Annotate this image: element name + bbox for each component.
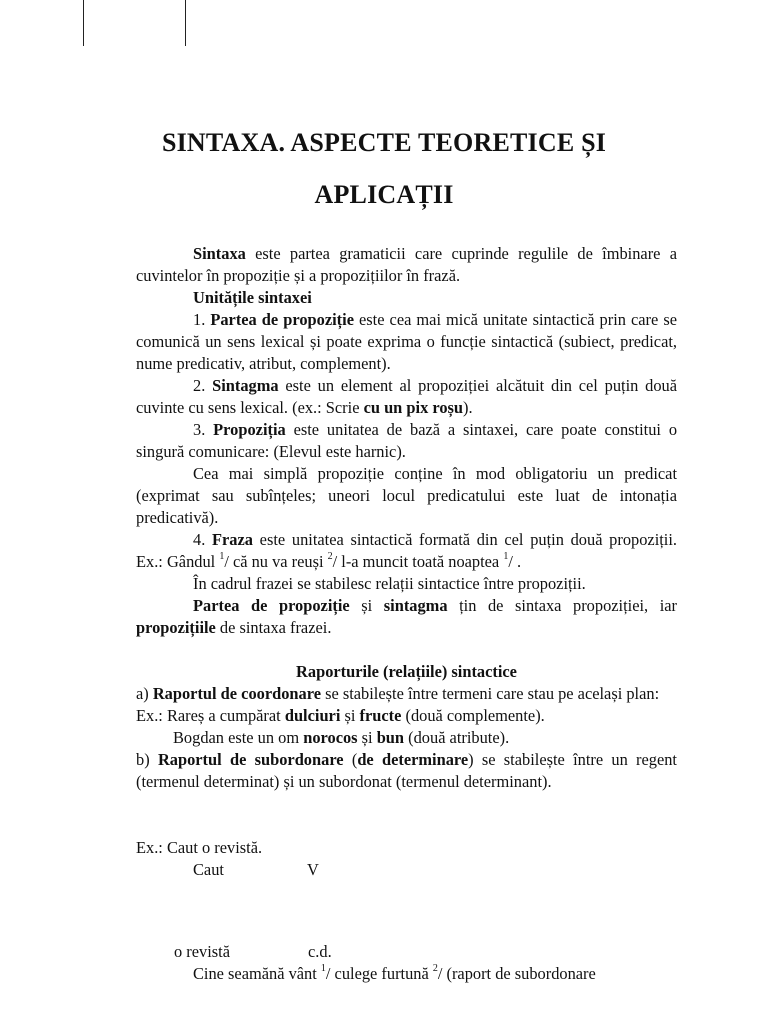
text: și [357, 728, 377, 747]
definition-text: este unitatea de bază a sintaxei, care poate constitui o singură comunicare: (Elevul este harnic). [136, 420, 678, 461]
heading-raporturi-text: Raporturile (relațiile) sintactice [296, 662, 517, 681]
text: ) se stabilește între un regent (termenul determinat) și un subordonat (termenul determinant). [136, 750, 677, 791]
diagram-word-regent: Caut [193, 860, 224, 879]
term-partea-de-propozitie: Partea de propoziție [210, 310, 354, 329]
definition-text: este cea mai mică unitate sintactică prin care se comunică un sens lexical și poate exprima o funcție sintactică (subiect, predicat, nume predicativ, atribut, complement). [136, 310, 677, 373]
example-coordonare-2 [136, 727, 677, 749]
definition-text: este un element al propoziției alcătuit din cel puțin două cuvinte cu sens lexical. (ex.: Scrie [136, 376, 677, 417]
margin-line-left [83, 0, 84, 46]
text: Ex.: Rareș a cumpărat [136, 706, 285, 725]
diagram-row-2 [136, 941, 677, 963]
spacer [136, 793, 677, 837]
term-fraza: Fraza [212, 530, 253, 549]
clause-index: 1 [320, 963, 326, 974]
paragraph-sintaxa-definition [136, 243, 677, 287]
text: Cine seamănă vânt [193, 964, 321, 983]
clause-index: 1 [219, 551, 225, 562]
term-bold: dulciuri [284, 706, 341, 725]
definition-text: este unitatea sintactică formată din cel puțin două propoziții. Ex.: Gândul [136, 530, 678, 571]
document-body [136, 243, 677, 985]
diagram-label-cd: c.d. [308, 942, 332, 961]
definition-text: / l-a muncit toată noaptea [332, 552, 504, 571]
clause-index: 2 [432, 963, 438, 974]
term-sintagma: Sintagma [212, 376, 279, 395]
margin-line-right [185, 0, 186, 46]
paragraph-propozitie-simpla: Cea mai simplă propoziție conține în mod obligatoriu un predicat (exprimat sau subînțeles; uneori locul predicatului este luat de intonația predicativă). [136, 464, 677, 527]
list-number: 3. [193, 420, 214, 439]
term-bold: sintagma [383, 596, 448, 615]
example-bold: cu un pix roșu [363, 398, 464, 417]
heading-unitati [136, 287, 677, 309]
list-number: 2. [193, 376, 213, 395]
list-number: 4. [193, 530, 213, 549]
definition-text: / că nu va reuși [224, 552, 328, 571]
text: Bogdan este un om [173, 728, 304, 747]
term-bold: fructe [359, 706, 402, 725]
definition-text: / . [508, 552, 522, 571]
term-propozitia: Propoziția [213, 420, 286, 439]
term-de-determinare: de determinare [357, 750, 469, 769]
text: și [349, 596, 384, 615]
text: de sintaxa frazei. [215, 618, 332, 637]
paragraph-unit-4 [136, 529, 677, 573]
definition-text: este partea gramaticii care cuprinde regulile de îmbinare a cuvintelor în propoziție și a propozițiilor în frază. [136, 244, 677, 285]
paragraph-unit-1 [136, 309, 677, 375]
paragraph-raport-coordonare [136, 683, 677, 705]
paragraph-unit-3 [136, 419, 677, 463]
definition-text: ). [463, 398, 473, 417]
page-title-line-2: APLICAȚII [314, 180, 454, 209]
clause-index: 2 [327, 551, 333, 562]
term-sintaxa: Sintaxa [193, 244, 246, 263]
paragraph-example-fraza [136, 963, 677, 985]
term-raport-coordonare: Raportul de coordonare [152, 684, 321, 703]
clause-index: 1 [503, 551, 509, 562]
text: / (raport de subordonare [437, 964, 596, 983]
text: (două complemente). [401, 706, 545, 725]
text: / culege furtună [325, 964, 433, 983]
spacer [136, 639, 677, 661]
page-title-line-1: SINTAXA. ASPECTE TEORETICE ȘI [161, 128, 607, 157]
spacer [136, 881, 677, 941]
term-bold: Partea de propoziție [193, 596, 350, 615]
list-letter: a) [136, 684, 153, 703]
heading-unitati-text: Unitățile sintaxei [193, 288, 312, 307]
paragraph-raport-subordonare [136, 749, 677, 793]
example-coordonare-1 [136, 705, 677, 727]
paragraph-partea-sintagma [136, 595, 677, 639]
term-bold: norocos [303, 728, 358, 747]
heading-raporturi [136, 661, 677, 683]
diagram-row-1 [136, 859, 677, 881]
text: țin de sintaxa propoziției, iar [447, 596, 677, 615]
paragraph-cadrul-frazei: În cadrul frazei se stabilesc relații sintactice între propoziții. [193, 574, 586, 593]
diagram-label-v: V [307, 860, 319, 879]
term-bold: propozițiile [136, 618, 216, 637]
term-bold: bun [376, 728, 405, 747]
term-raport-subordonare: Raportul de subordonare [157, 750, 344, 769]
text: (două atribute). [404, 728, 510, 747]
text: se stabilește între termeni care stau pe același plan: [321, 684, 660, 703]
text: și [340, 706, 360, 725]
list-letter: b) [136, 750, 158, 769]
diagram-word-subordonat: o revistă [174, 942, 230, 961]
text: ( [343, 750, 358, 769]
example-subordonare: Ex.: Caut o revistă. [136, 838, 263, 857]
list-number: 1. [193, 310, 211, 329]
paragraph-unit-2 [136, 375, 677, 419]
